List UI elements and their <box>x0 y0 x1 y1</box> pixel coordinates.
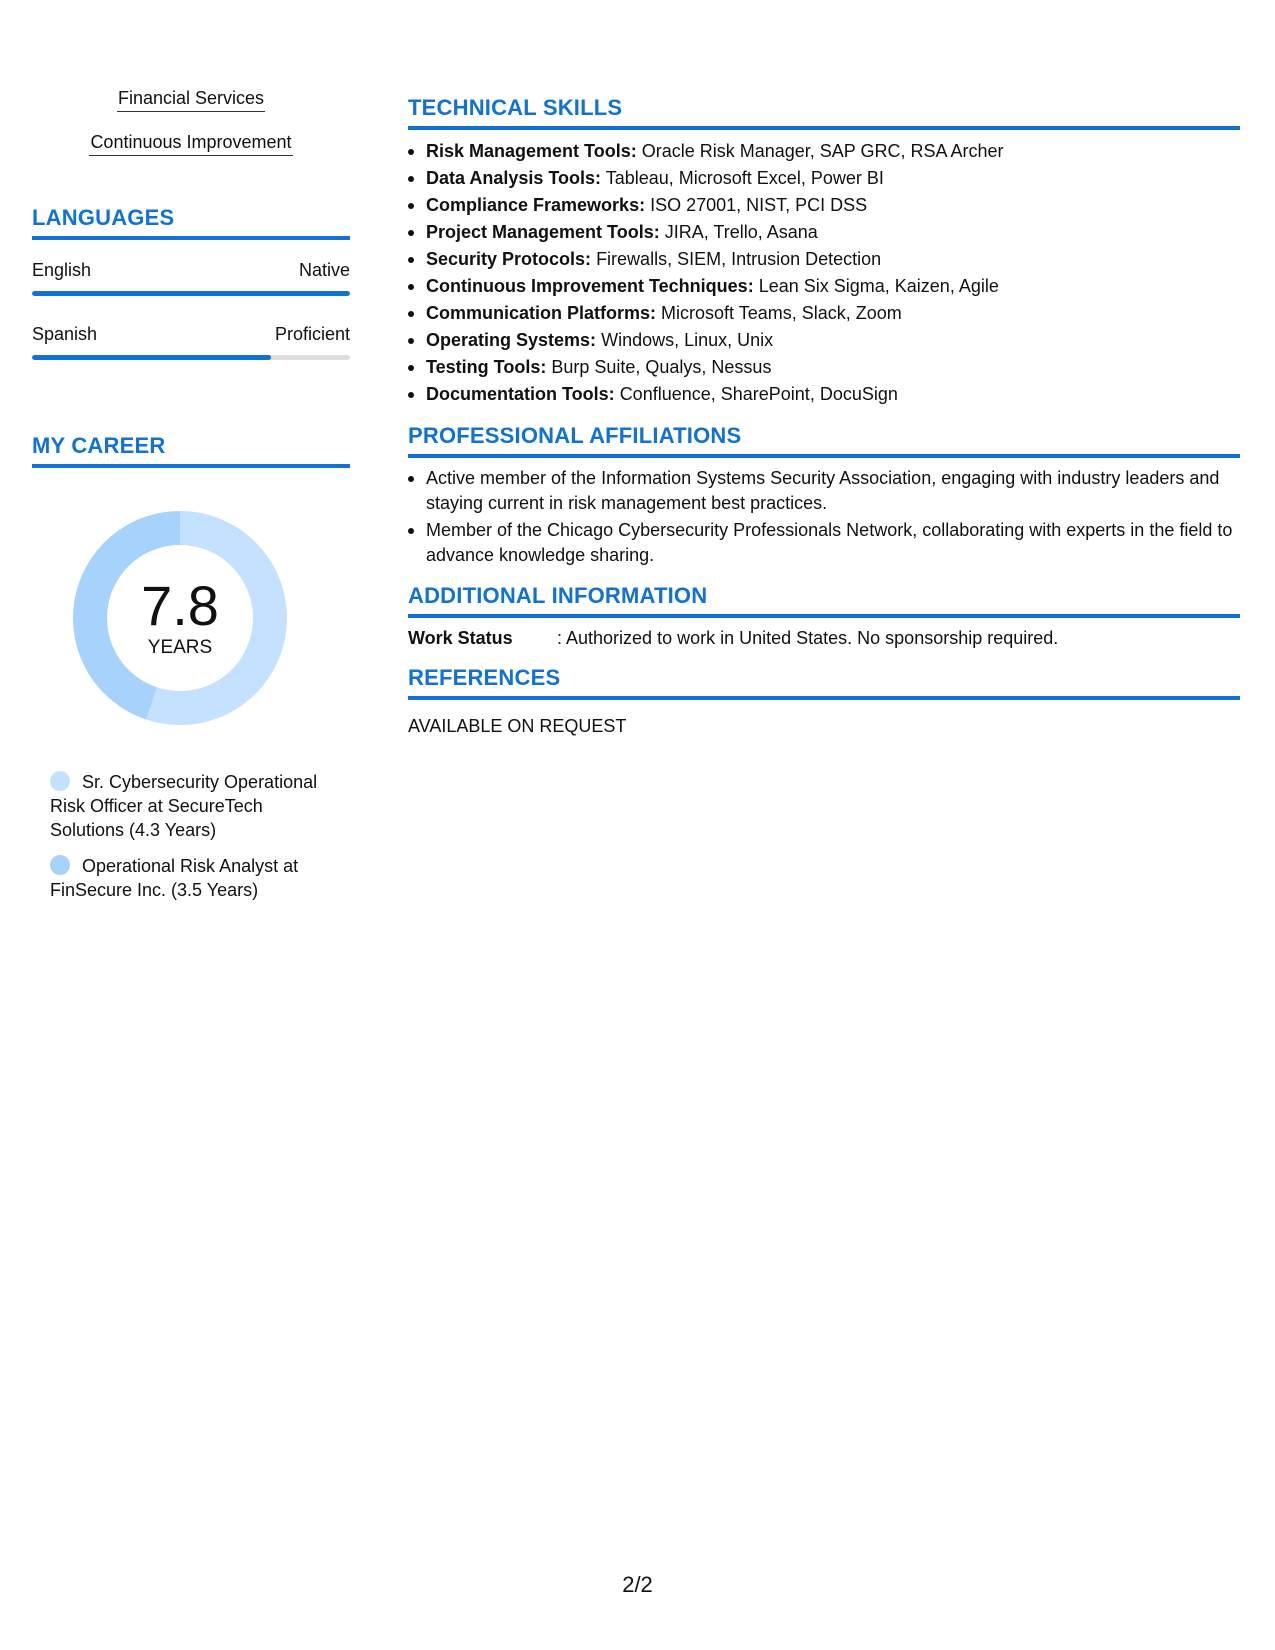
section-divider <box>408 696 1240 700</box>
affiliations-list <box>408 466 1240 568</box>
skill-label: Project Management Tools: <box>426 222 660 242</box>
work-status-row <box>408 626 1240 650</box>
language-proficiency-fill <box>32 291 350 296</box>
language-proficiency-bar <box>32 355 350 360</box>
career-years-unit: YEARS <box>147 637 213 658</box>
skill-label: Security Protocols: <box>426 249 592 269</box>
page-number: 2/2 <box>622 1572 653 1597</box>
skill-item <box>408 165 1240 192</box>
career-role-text: Sr. Cybersecurity Operational Risk Officer at SecureTech Solutions (4.3 Years) <box>50 772 318 840</box>
legend-dot-icon <box>50 855 70 875</box>
affiliation-item: Member of the Chicago Cybersecurity Professionals Network, collaborating with experts in the field to advance knowledge sharing. <box>408 518 1240 568</box>
career-role-item <box>50 770 340 842</box>
references-section <box>408 664 1240 738</box>
strength-tag: Continuous Improvement <box>89 130 292 156</box>
language-item <box>32 322 350 360</box>
affiliations-heading: PROFESSIONAL AFFILIATIONS <box>408 423 742 448</box>
skill-label: Data Analysis Tools: <box>426 168 602 188</box>
skill-item <box>408 354 1240 381</box>
skill-item <box>408 273 1240 300</box>
skill-item <box>408 192 1240 219</box>
skill-label: Operating Systems: <box>426 330 597 350</box>
language-level: Proficient <box>274 324 350 344</box>
career-section <box>32 432 350 902</box>
work-status-value: : Authorized to work in United States. No sponsorship required. <box>557 628 1059 648</box>
career-heading: MY CAREER <box>32 433 166 458</box>
language-level: Native <box>298 260 350 280</box>
skill-value: Burp Suite, Qualys, Nessus <box>551 357 772 377</box>
language-proficiency-bar <box>32 291 350 296</box>
skill-value: ISO 27001, NIST, PCI DSS <box>650 195 868 215</box>
languages-section <box>32 204 350 360</box>
section-divider <box>32 236 350 240</box>
skill-label: Risk Management Tools: <box>426 141 637 161</box>
strength-tag: Financial Services <box>117 86 265 112</box>
references-text: AVAILABLE ON REQUEST <box>408 716 627 736</box>
language-proficiency-fill <box>32 355 271 360</box>
career-role-text: Operational Risk Analyst at FinSecure Inc. (3.5 Years) <box>50 856 299 900</box>
language-name: Spanish <box>32 324 98 344</box>
skill-value: Lean Six Sigma, Kaizen, Agile <box>758 276 999 296</box>
skill-value: JIRA, Trello, Asana <box>664 222 818 242</box>
skill-label: Communication Platforms: <box>426 303 657 323</box>
skill-value: Firewalls, SIEM, Intrusion Detection <box>596 249 882 269</box>
skill-item <box>408 246 1240 273</box>
skill-item <box>408 219 1240 246</box>
career-role-list <box>50 770 340 902</box>
skill-item <box>408 327 1240 354</box>
skill-item <box>408 381 1240 408</box>
section-divider <box>408 126 1240 130</box>
work-status-label: Work Status <box>408 628 513 648</box>
career-donut-chart <box>66 504 294 732</box>
strengths-list <box>32 86 350 156</box>
legend-dot-icon <box>50 771 70 791</box>
skill-value: Windows, Linux, Unix <box>601 330 774 350</box>
references-heading: REFERENCES <box>408 665 561 690</box>
section-divider <box>408 454 1240 458</box>
languages-heading: LANGUAGES <box>32 205 175 230</box>
skill-item <box>408 138 1240 165</box>
skill-value: Oracle Risk Manager, SAP GRC, RSA Archer <box>641 141 1004 161</box>
language-item <box>32 258 350 296</box>
section-divider <box>408 614 1240 618</box>
language-name: English <box>32 260 92 280</box>
right-column <box>408 94 1240 738</box>
section-divider <box>32 464 350 468</box>
skill-value: Tableau, Microsoft Excel, Power BI <box>605 168 884 188</box>
technical-skills-list <box>408 138 1240 408</box>
career-role-item <box>50 854 340 902</box>
additional-info-section <box>408 582 1240 650</box>
affiliation-item: Active member of the Information Systems Security Association, engaging with industry leaders and staying current in risk management best practices. <box>408 466 1240 516</box>
technical-skills-heading: TECHNICAL SKILLS <box>408 95 623 120</box>
skill-value: Microsoft Teams, Slack, Zoom <box>661 303 902 323</box>
skill-label: Continuous Improvement Techniques: <box>426 276 754 296</box>
skill-label: Testing Tools: <box>426 357 547 377</box>
left-column <box>32 86 350 914</box>
additional-info-heading: ADDITIONAL INFORMATION <box>408 583 708 608</box>
skill-item <box>408 300 1240 327</box>
skill-value: Confluence, SharePoint, DocuSign <box>619 384 898 404</box>
technical-skills-section <box>408 94 1240 408</box>
affiliations-section <box>408 422 1240 568</box>
skill-label: Compliance Frameworks: <box>426 195 646 215</box>
skill-label: Documentation Tools: <box>426 384 615 404</box>
career-total-years: 7.8 <box>141 574 219 637</box>
